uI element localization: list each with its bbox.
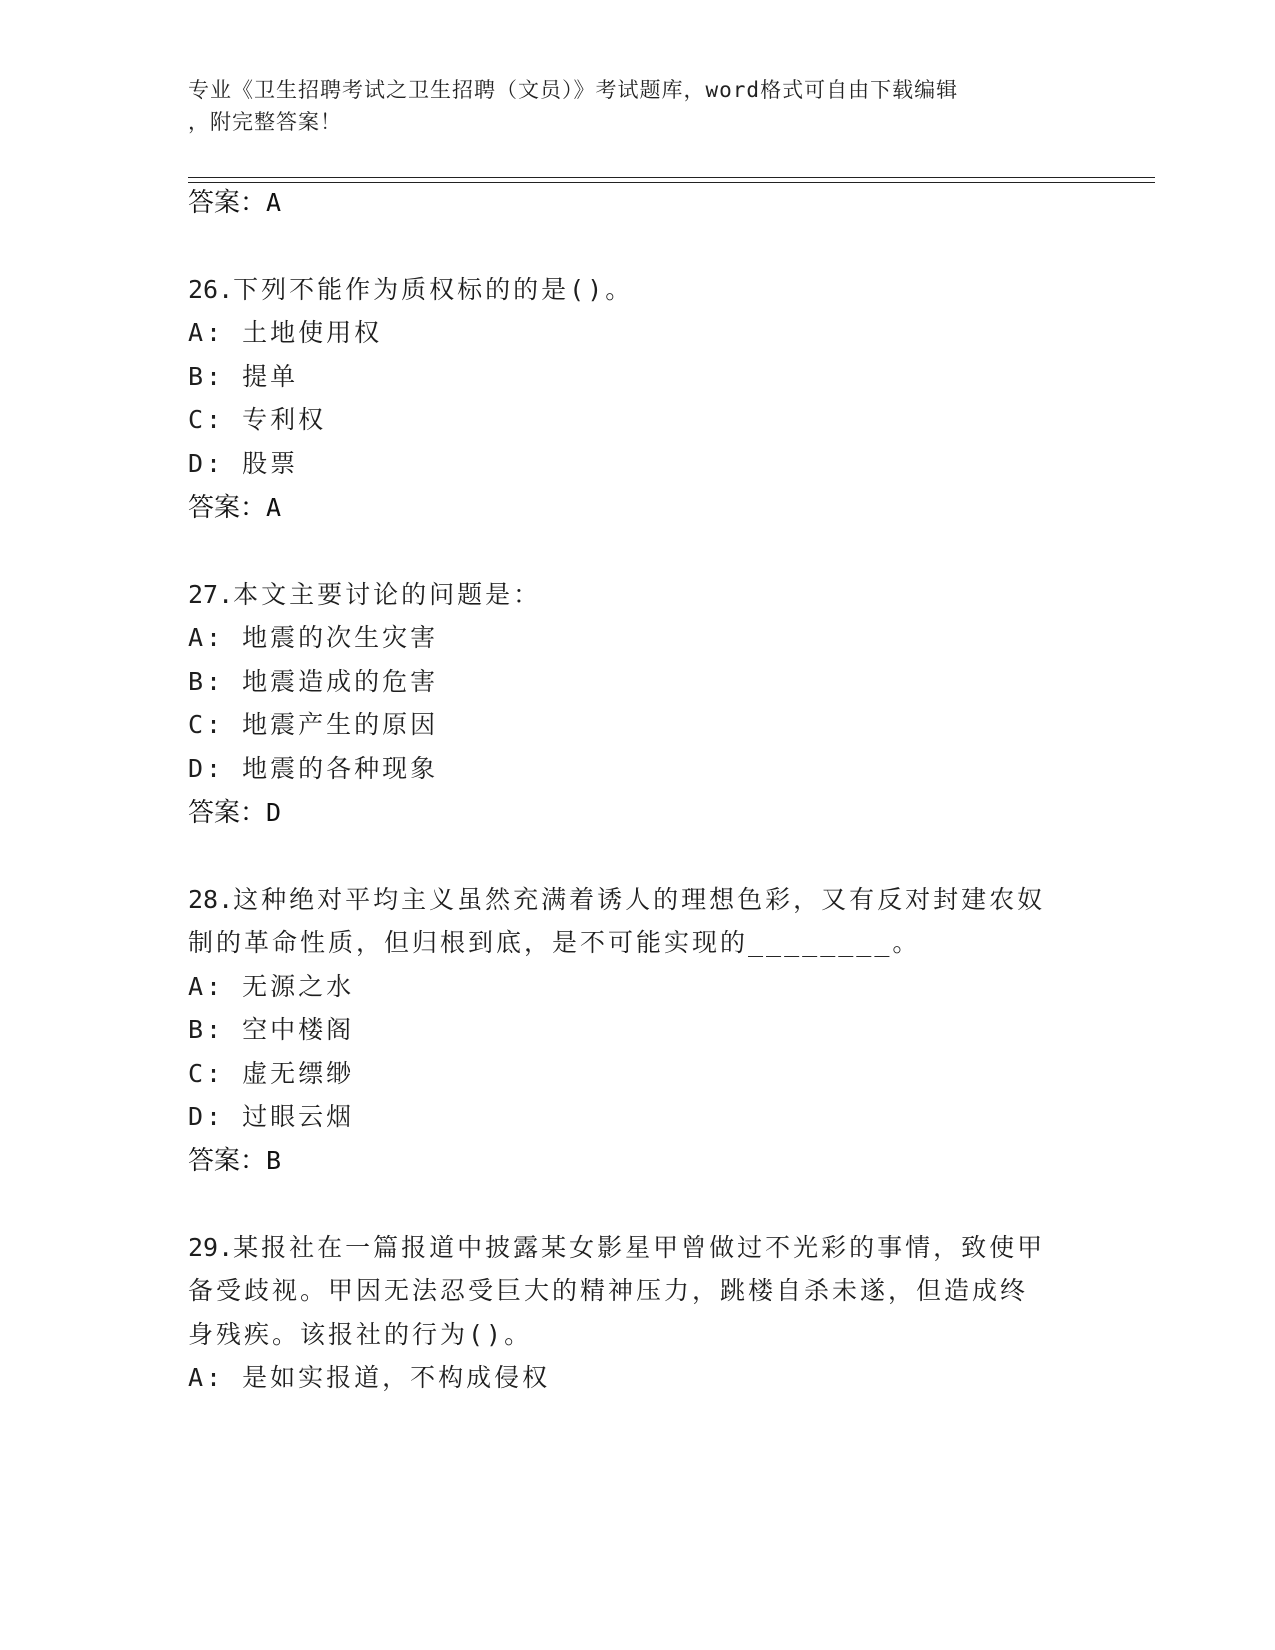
question-line: 下列不能作为质权标的的是()。 [233, 275, 634, 304]
option-b: B: 地震造成的危害 [188, 667, 439, 696]
question-line: 备受歧视。甲因无法忍受巨大的精神压力，跳楼自杀未遂，但造成终 [188, 1276, 1029, 1305]
document-header [188, 74, 1068, 138]
option-c: C: 专利权 [188, 405, 327, 434]
question-text [188, 578, 541, 612]
option-c: C: 虚无缥缈 [188, 1059, 355, 1088]
option-b: B: 空中楼阁 [188, 1015, 355, 1044]
header-line-2: ，附完整答案！ [188, 110, 342, 134]
answer-label: 答案： [188, 493, 267, 523]
option-a: A: 地震的次生灾害 [188, 623, 439, 652]
answer-line [188, 1144, 281, 1178]
header-line-1: 专业《卫生招聘考试之卫生招聘（文员）》考试题库，word格式可自由下载编辑 [188, 78, 959, 102]
option-d: D: 地震的各种现象 [188, 754, 439, 783]
option-d: D: 过眼云烟 [188, 1102, 355, 1131]
question-line: 制的革命性质，但归根到底，是不可能实现的________。 [188, 928, 921, 957]
question-line: 某报社在一篇报道中披露某女影星甲曾做过不光彩的事情，致使甲 [233, 1233, 1046, 1262]
answer-letter: A [266, 188, 282, 217]
answer-line [188, 796, 281, 830]
question-line: 身残疾。该报社的行为()。 [188, 1320, 533, 1349]
question-number: 27. [188, 580, 234, 609]
question-number: 29. [188, 1233, 234, 1262]
header-divider-top [188, 177, 1155, 178]
question-number: 26. [188, 275, 234, 304]
question-text [188, 1231, 1045, 1265]
question-line: 本文主要讨论的问题是： [233, 580, 542, 609]
question-number: 28. [188, 885, 234, 914]
option-a: A: 无源之水 [188, 972, 355, 1001]
answer-line [188, 491, 281, 525]
answer-label: 答案： [188, 1146, 267, 1176]
answer-label: 答案： [188, 188, 267, 218]
option-c: C: 地震产生的原因 [188, 710, 439, 739]
question-text [188, 273, 633, 307]
option-d: D: 股票 [188, 449, 299, 478]
header-divider-bottom [188, 182, 1155, 183]
option-a: A: 土地使用权 [188, 318, 383, 347]
question-line: 这种绝对平均主义虽然充满着诱人的理想色彩，又有反对封建农奴 [233, 885, 1046, 914]
option-a: A: 是如实报道，不构成侵权 [188, 1363, 551, 1392]
answer-letter: B [266, 1146, 282, 1175]
question-text [188, 883, 1045, 917]
option-b: B: 提单 [188, 362, 299, 391]
answer-letter: A [266, 493, 282, 522]
answer-label: 答案： [188, 798, 267, 828]
answer-letter: D [266, 798, 282, 827]
answer-line [188, 186, 281, 220]
